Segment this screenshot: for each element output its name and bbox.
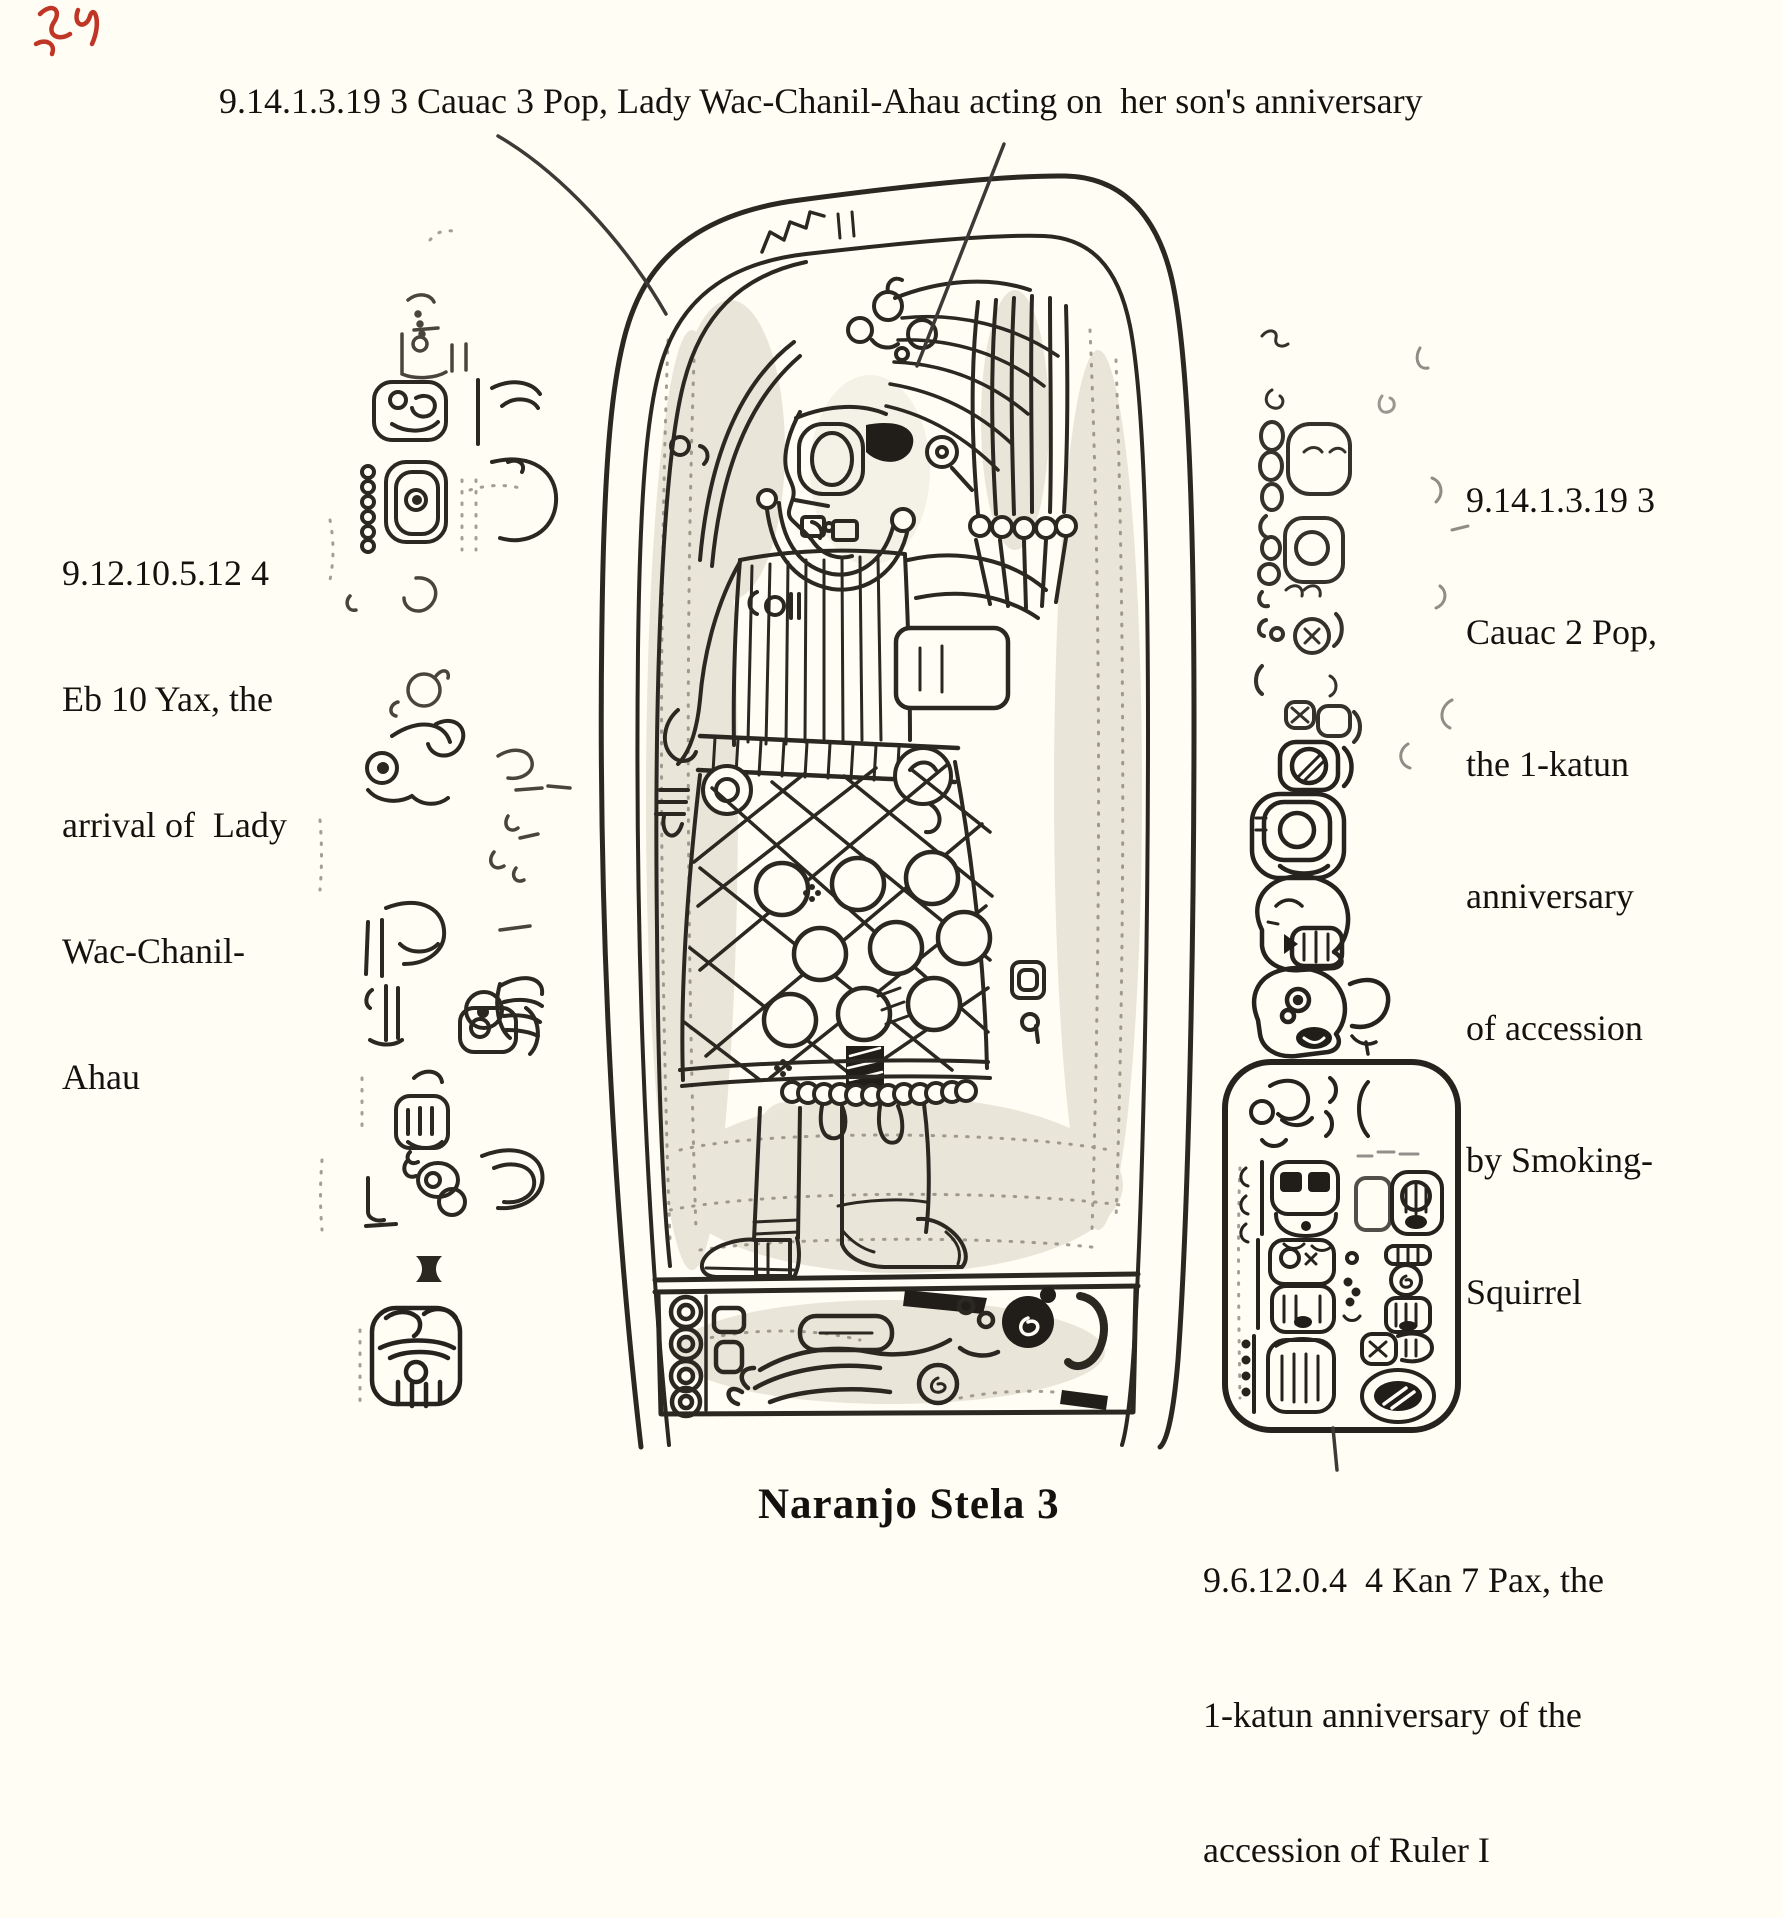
caption-line: accession of Ruler I xyxy=(1203,1830,1490,1870)
small-incised-glyphs xyxy=(1012,962,1044,1042)
caption-right-event xyxy=(1466,390,1657,1358)
caption-line: Squirrel xyxy=(1466,1272,1582,1312)
caption-left-event xyxy=(62,468,287,1140)
caption-line: Wac-Chanil- xyxy=(62,931,246,971)
caption-line: by Smoking- xyxy=(1466,1140,1654,1180)
red-ink-marks xyxy=(36,8,97,54)
leader-line-glyph-panel xyxy=(1333,1428,1337,1470)
leader-line-left-event xyxy=(498,136,666,314)
caption-line: Ahau xyxy=(62,1057,140,1097)
left-glyph-column xyxy=(347,295,570,1406)
caption-top-event: 9.14.1.3.19 3 Cauac 3 Pop, Lady Wac-Chanil-Ahau acting on her son's anniversary xyxy=(219,81,1423,121)
caption-line: 9.6.12.0.4 4 Kan 7 Pax, the xyxy=(1203,1560,1604,1600)
caption-line: arrival of Lady xyxy=(62,805,287,845)
bottom-right-glyph-panel xyxy=(1225,1062,1458,1430)
caption-line: the 1-katun xyxy=(1466,744,1629,784)
caption-line: 9.14.1.3.19 3 xyxy=(1466,480,1655,520)
caption-line: Eb 10 Yax, the xyxy=(62,679,274,719)
figure-title: Naranjo Stela 3 xyxy=(758,1481,1060,1528)
caption-bottom-right-event xyxy=(1203,1468,1604,1918)
caption-line: of accession xyxy=(1466,1008,1643,1048)
caption-line: 1-katun anniversary of the xyxy=(1203,1695,1582,1735)
caption-line: 9.12.10.5.12 4 xyxy=(62,553,269,593)
caption-line: Cauac 2 Pop, xyxy=(1466,612,1657,652)
right-glyph-column xyxy=(1252,331,1468,1056)
caption-line: anniversary xyxy=(1466,876,1634,916)
